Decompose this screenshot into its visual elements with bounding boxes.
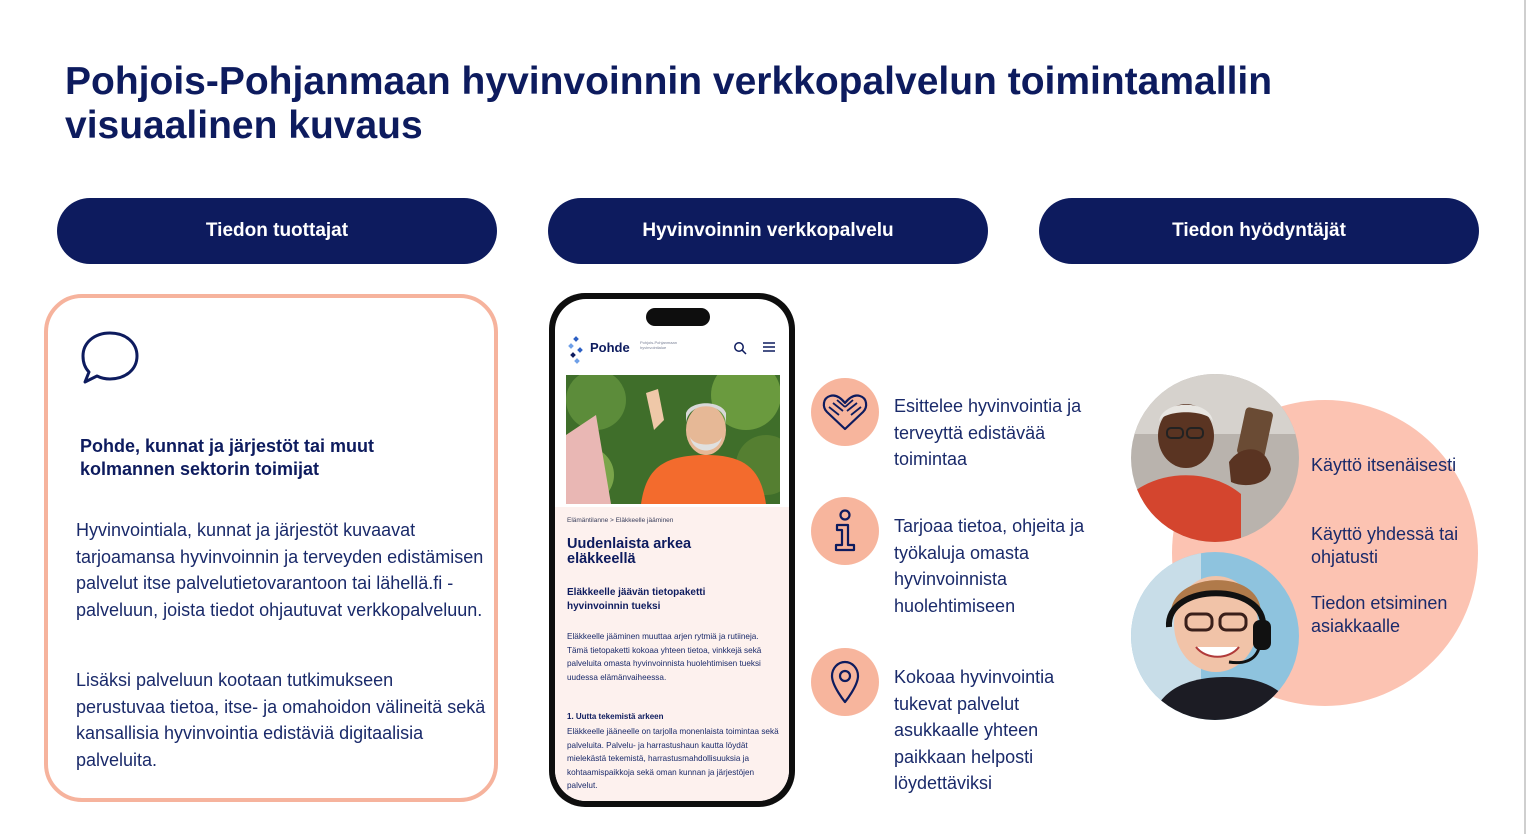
feature-text: Kokoaa hyvinvointia tukevat palvelut asukkaalle yhteen paikkaan helposti löydettäviksi (894, 667, 1055, 793)
hamburger-menu-icon[interactable] (762, 341, 776, 353)
user-mode-text: Käyttö itsenäisesti (1311, 455, 1457, 475)
slide-edge-divider (1524, 0, 1526, 834)
phone-section-title: 1. Uutta tekemistä arkeen (567, 712, 664, 721)
phone-heading: Uudenlaista arkea eläkkeellä (567, 536, 692, 567)
user-photo-senior-with-phone (1131, 374, 1299, 542)
column-header-label: Hyvinvoinnin verkkopalvelu (642, 220, 894, 241)
phone-brand-subtitle: Pohjois-Pohjanmaan hyvinvointialue (640, 340, 677, 350)
pohde-logo-icon (568, 335, 584, 365)
user-photo-customer-service-agent (1131, 552, 1299, 720)
column-header-producers (57, 198, 497, 264)
producer-heading: Pohde, kunnat ja järjestöt tai muut kolmannen sektorin toimijat (80, 436, 375, 479)
info-icon (830, 509, 860, 553)
phone-brand-name: Pohde (590, 340, 630, 355)
location-pin-icon (829, 660, 861, 704)
feature-text: Esittelee hyvinvointia ja terveyttä edistävää toimintaa (894, 396, 1082, 469)
search-icon[interactable] (733, 341, 747, 355)
phone-notch (646, 308, 710, 326)
producer-paragraph: Lisäksi palveluun kootaan tutkimukseen perustuvaa tietoa, itse- ja omahoidon välineitä sekä kansallisia hyvinvointia edistäviä digitaalisia palveluita. (76, 670, 486, 770)
phone-subheading: Eläkkeelle jäävän tietopaketti hyvinvoinnin tueksi (567, 587, 706, 612)
feature-icon-circle (811, 497, 879, 565)
producer-card (44, 294, 498, 802)
phone-section-text: Eläkkeelle jääneelle on tarjolla monenlaista toimintaa sekä palveluita. Palvelu- ja harrastushaun kautta löydät mielekästä tekemistä, harrastusmahdollisuuksia ja kohtaamispaikkoja sekä oman kunnan ja järjestöjen palvelut. (567, 727, 779, 790)
phone-screen (555, 299, 789, 801)
producer-paragraph: Hyvinvointiala, kunnat ja järjestöt kuvaavat tarjoamansa hyvinvoinnin ja terveyden edistämisen palvelut itse palvelutietovarantoon tai lähellä.fi -palveluun, joista tiedot ohjautuvat verkkopalveluun. (76, 520, 484, 620)
page-title: Pohjois-Pohjanmaan hyvinvoinnin verkkopalvelun toimintamallin visuaalinen kuvaus (65, 60, 1273, 147)
feature-icon-circle (811, 648, 879, 716)
heart-hands-icon (821, 392, 869, 432)
phone-breadcrumb[interactable]: Elämäntilanne > Eläkkeelle jääminen (567, 517, 674, 524)
column-header-label: Tiedon tuottajat (205, 220, 349, 241)
feature-icon-circle (811, 378, 879, 446)
phone-body-text: Eläkkeelle jääminen muuttaa arjen rytmiä ja rutiineja. Tämä tietopaketti kokoaa yhteen tietoa, vinkkejä sekä palveluita omasta hyvinvoinnista huolehtimisen tueksi uudessa elämänvaiheessa. (567, 632, 762, 682)
column-header-label: Tiedon hyödyntäjät (1172, 220, 1346, 241)
user-mode-text: Tiedon etsiminen asiakkaalle (1311, 593, 1448, 636)
column-header-users (1039, 198, 1479, 264)
user-mode-text: Käyttö yhdessä tai ohjatusti (1311, 524, 1459, 567)
column-header-service (548, 198, 988, 264)
feature-text: Tarjoaa tietoa, ohjeita ja työkaluja omasta hyvinvoinnista huolehtimiseen (894, 516, 1085, 616)
phone-mockup (549, 293, 795, 807)
hero-photo-senior-high-five (566, 375, 780, 504)
speech-bubble-icon (80, 330, 140, 386)
